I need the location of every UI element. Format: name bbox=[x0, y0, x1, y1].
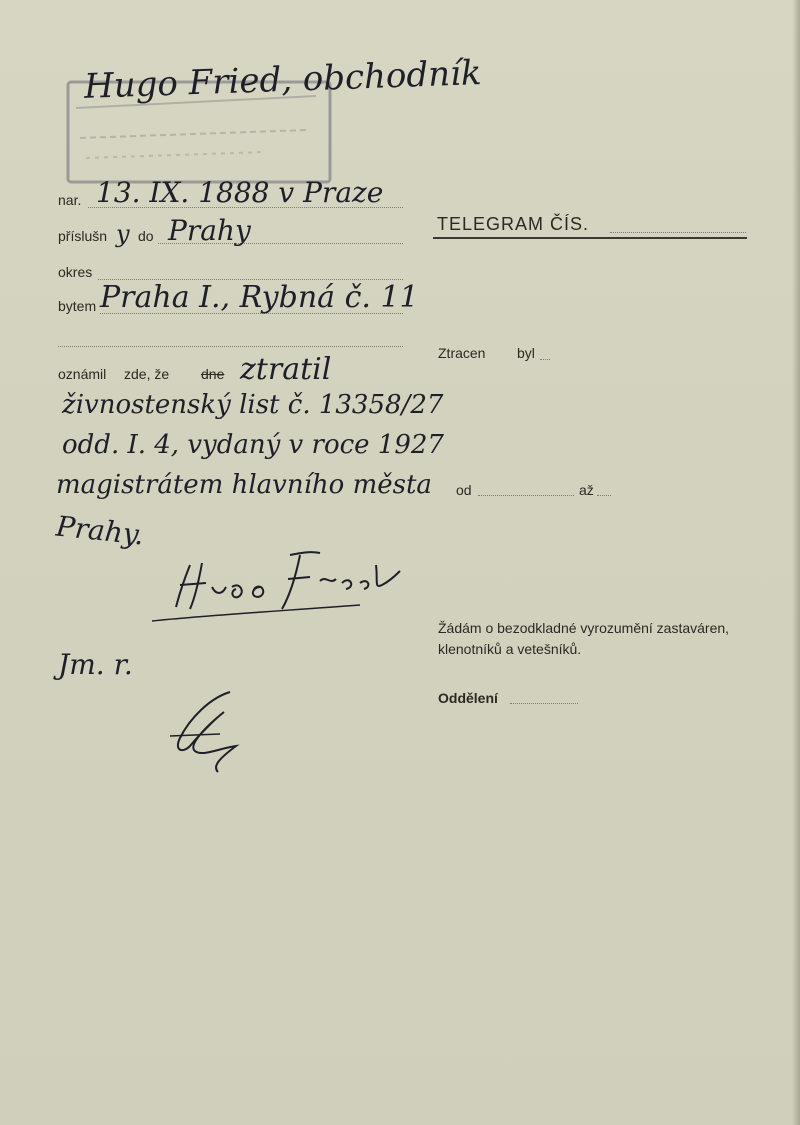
handwritten-born: 13. IX. 1888 v Praze bbox=[96, 176, 384, 209]
handwritten-initials: Jm. r. bbox=[58, 648, 133, 681]
blank-line bbox=[58, 346, 403, 347]
was-label: byl bbox=[517, 345, 535, 361]
request-note: Žádám o bezodkladné vyrozumění zastaváren, klenotníků a vetešníků. bbox=[438, 620, 730, 657]
lost-line bbox=[540, 359, 550, 360]
telegram-title: TELEGRAM ČÍS. bbox=[437, 214, 590, 234]
handwritten-reported-5: Prahy. bbox=[54, 509, 146, 552]
born-label: nar. bbox=[58, 192, 82, 208]
from-label: od bbox=[456, 482, 472, 498]
district-label: okres bbox=[58, 264, 93, 280]
to-label: do bbox=[138, 228, 154, 244]
handwritten-name: Hugo Fried, obchodník bbox=[83, 53, 483, 107]
department-label: Oddělení bbox=[438, 690, 498, 706]
struck-day-label: dne bbox=[201, 366, 225, 382]
handwritten-signature bbox=[150, 545, 420, 635]
lost-label: Ztracen bbox=[438, 345, 486, 361]
until-label: až bbox=[579, 482, 594, 498]
handwritten-reported-1: ztratil bbox=[240, 352, 332, 387]
telegram-rule bbox=[433, 237, 747, 239]
handwritten-reported-4: magistrátem hlavního města bbox=[56, 470, 432, 500]
here-label: zde, že bbox=[124, 366, 170, 382]
department-line bbox=[510, 703, 578, 704]
page-edge-shadow bbox=[792, 0, 800, 1125]
handwritten-reported-3: odd. I. 4, vydaný v roce 1927 bbox=[62, 430, 444, 460]
telegram-number-line bbox=[610, 232, 746, 233]
residing-label: bytem bbox=[58, 298, 97, 314]
handwritten-belongs-place: Prahy bbox=[168, 214, 251, 247]
until-line bbox=[597, 495, 611, 496]
from-line bbox=[478, 495, 574, 496]
belongs-label: příslušn bbox=[58, 228, 108, 244]
handwritten-reported-2: živnostenský list č. 13358/27 bbox=[62, 390, 444, 420]
handwritten-flourish bbox=[160, 688, 250, 778]
handwritten-belongs: y bbox=[116, 220, 130, 248]
handwritten-residing: Praha I., Rybná č. 11 bbox=[100, 280, 419, 315]
reported-label: oznámil bbox=[58, 366, 107, 382]
